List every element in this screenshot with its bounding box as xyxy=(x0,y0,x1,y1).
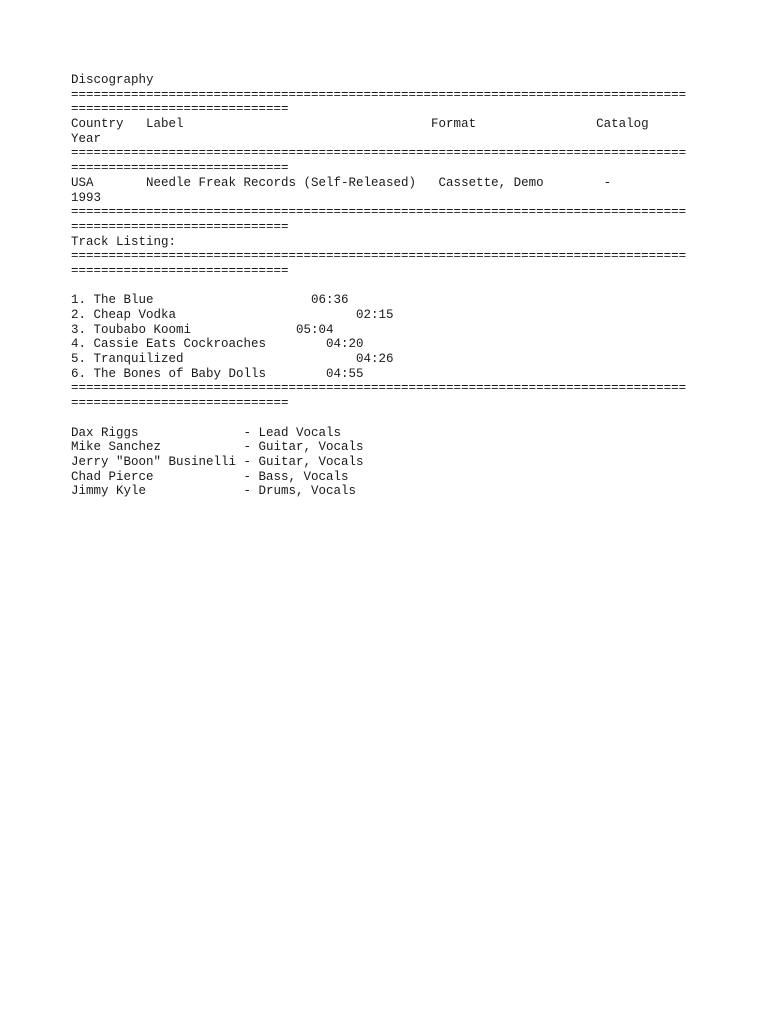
personnel-row: Dax Riggs - Lead Vocals xyxy=(71,425,342,440)
personnel-row: Mike Sanchez - Guitar, Vocals xyxy=(71,440,364,455)
track-row: 2. Cheap Vodka 02:15 xyxy=(71,308,394,322)
document-body xyxy=(71,73,711,499)
personnel-row: Jerry "Boon" Businelli - Guitar, Vocals xyxy=(71,454,364,469)
track-row: 4. Cassie Eats Cockroaches 04:20 xyxy=(71,337,364,352)
release-row: USA Needle Freak Records (Self-Released) Cassette, Demo - xyxy=(71,175,612,190)
track-listing-heading: Track Listing: xyxy=(71,234,177,249)
track-row: 3. Toubabo Koomi 05:04 xyxy=(71,322,334,337)
divider-line-wrap: ============================= xyxy=(71,102,289,117)
document-title: Discography xyxy=(71,73,154,87)
track-row: 5. Tranquilized 04:26 xyxy=(71,352,394,367)
table-header-wrap: Year xyxy=(71,131,102,146)
divider-line-wrap: ============================= xyxy=(71,396,289,411)
divider-line: ================================================================================== xyxy=(71,146,687,161)
divider-line: ================================================================================== xyxy=(71,249,687,264)
blank-line xyxy=(71,279,711,294)
track-row: 6. The Bones of Baby Dolls 04:55 xyxy=(71,366,364,381)
divider-line-wrap: ============================= xyxy=(71,263,289,278)
personnel-row: Chad Pierce - Bass, Vocals xyxy=(71,469,349,484)
track-row: 1. The Blue 06:36 xyxy=(71,293,349,308)
blank-line xyxy=(71,411,711,426)
release-row-wrap: 1993 xyxy=(71,190,102,205)
divider-line: ================================================================================== xyxy=(71,87,687,102)
divider-line-wrap: ============================= xyxy=(71,219,289,234)
divider-line: ================================================================================== xyxy=(71,205,687,220)
table-header-row: Country Label Format Catalog xyxy=(71,117,649,132)
divider-line: ================================================================================== xyxy=(71,381,687,396)
divider-line-wrap: ============================= xyxy=(71,161,289,176)
personnel-row: Jimmy Kyle - Drums, Vocals xyxy=(71,484,357,499)
